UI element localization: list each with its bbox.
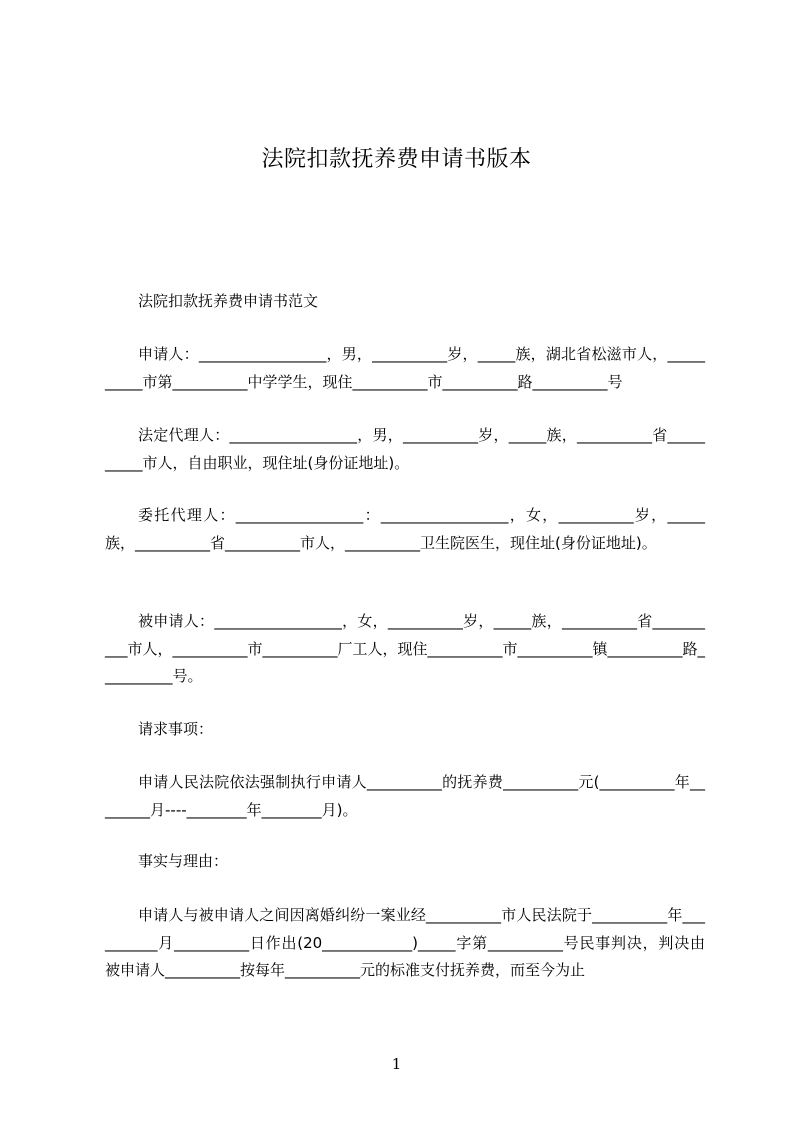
legal-agent-paragraph: 法定代理人：_________________，男，__________岁，_____族，__________省__________市人，自由职业，现住址(身份证地址)。 — [105, 426, 705, 472]
document-subtitle: 法院扣款抚养费申请书范文 — [138, 292, 319, 310]
claims-paragraph: 申请人民法院依法强制执行申请人__________的抚养费__________元(__________年________月----________年________月)。 — [105, 773, 705, 819]
document-title: 法院扣款抚养费申请书版本 — [261, 147, 532, 172]
facts-heading: 事实与理由： — [138, 852, 229, 870]
respondent-paragraph: 被申请人：_________________，女，__________岁，_____族，__________省__________市人，__________市__________厂工人，现住__________市__________镇__________路__________号。 — [105, 612, 706, 685]
facts-paragraph: 申请人与被申请人之间因离婚纠纷一案业经__________市人民法院于__________年__________月__________日作出(20____________)_____字第__________号民事判决，判决由被申请人__________按每年__________元的标准支付抚养费，而至今为止 — [105, 906, 705, 979]
claims-heading: 请求事项： — [138, 720, 214, 738]
entrusted-agent-paragraph: 委托代理人：_________________：_________________，女，__________岁，_____族，__________省__________市人，__________卫生院医生，现住址(身份证地址)。 — [105, 506, 705, 552]
page-number: 1 — [391, 1055, 402, 1073]
applicant-paragraph: 申请人：_________________，男，__________岁，_____族，湖北省松滋市人，__________市第__________中学学生，现住__________市__________路__________号 — [105, 345, 705, 391]
